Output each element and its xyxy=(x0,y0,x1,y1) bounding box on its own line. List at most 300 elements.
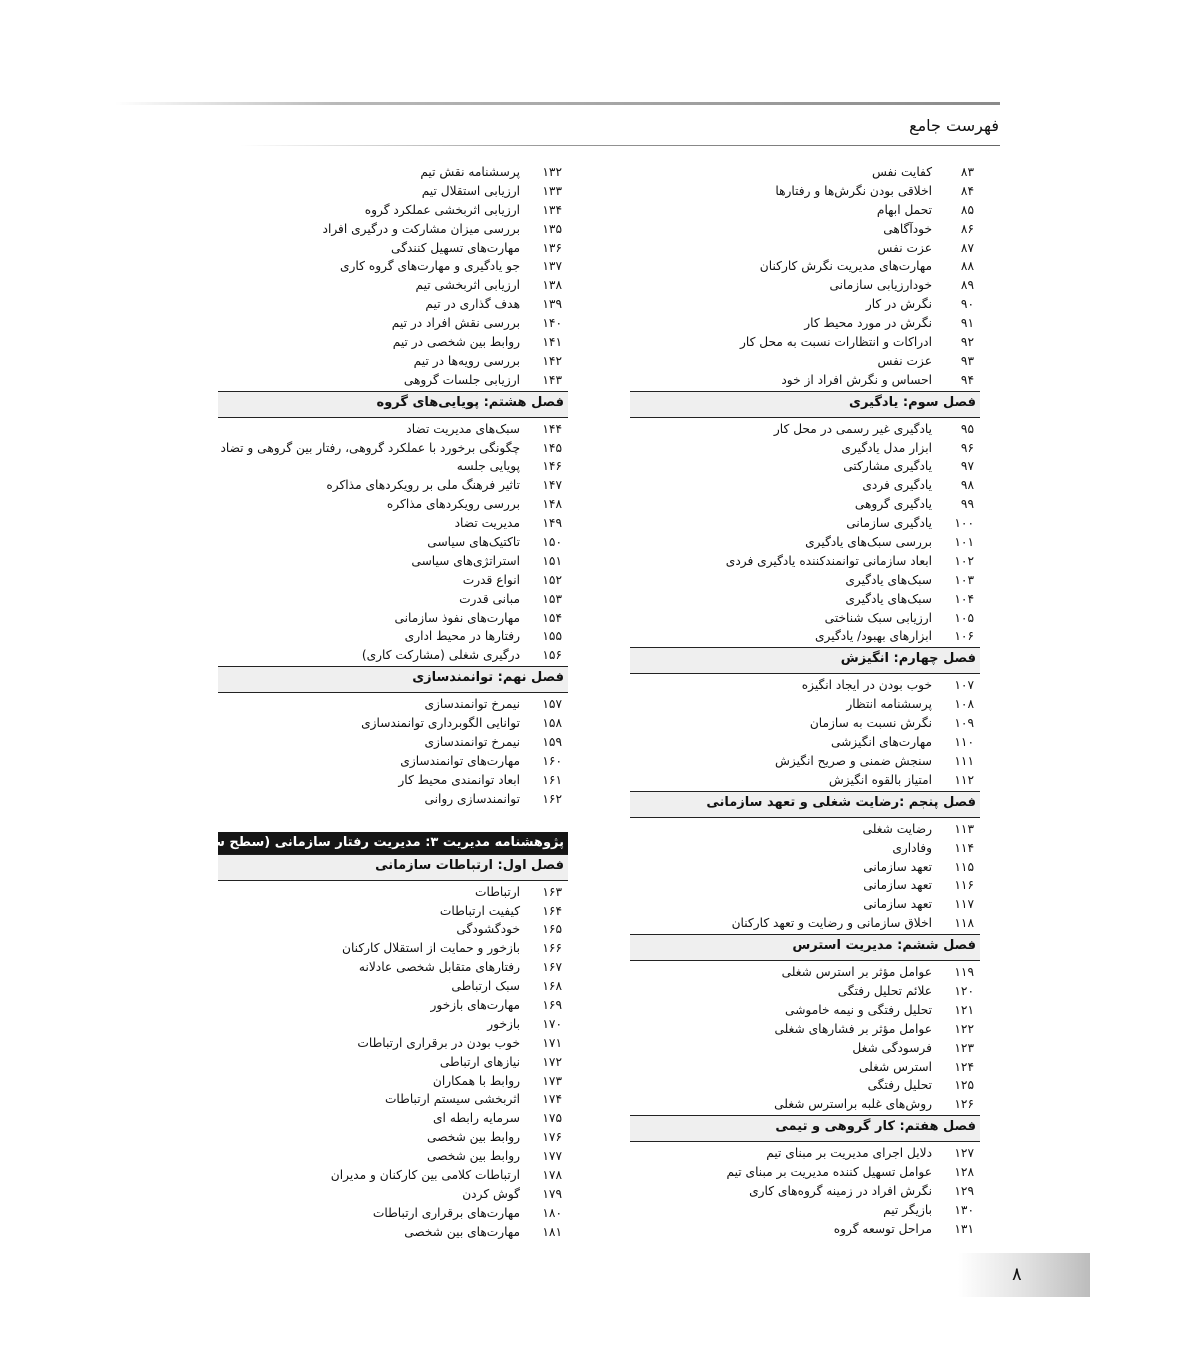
toc-entry-title: اخلاق سازمانی و رضایت و تعهد کارکنان xyxy=(731,916,932,931)
toc-entry xyxy=(630,420,980,439)
toc-entry xyxy=(630,352,980,371)
toc-entry-number: ۱۶۷ xyxy=(542,960,562,975)
toc-entry xyxy=(218,790,568,809)
toc-entry-number: ۱۱۲ xyxy=(954,772,974,787)
toc-entry-number: ۱۵۴ xyxy=(542,610,562,625)
toc-entry xyxy=(630,963,980,982)
toc-entry-title: فرسودگی شغل xyxy=(852,1040,932,1055)
toc-entry-title: رضایت شغلی xyxy=(862,821,932,836)
toc-entry-title: ابعاد سازمانی توانمندکننده یادگیری فردی xyxy=(725,553,932,568)
chapter-heading: فصل هفتم: کار گروهی و تیمی xyxy=(630,1115,980,1142)
toc-entry-number: ۱۳۵ xyxy=(542,221,562,236)
toc-entry-title: تعهد سازمانی xyxy=(863,878,932,893)
toc-entry xyxy=(218,752,568,771)
toc-entry-number: ۱۱۱ xyxy=(954,753,974,768)
toc-entry xyxy=(218,439,568,458)
toc-entry-title: ارتباطات کلامی بین کارکنان و مدیران xyxy=(330,1167,520,1182)
toc-entry xyxy=(218,571,568,590)
toc-entry xyxy=(630,571,980,590)
toc-entry-title: گوش کردن xyxy=(462,1186,520,1201)
page-number-tab xyxy=(958,1253,1090,1297)
toc-entry-number: ۱۵۱ xyxy=(542,553,562,568)
toc-entry xyxy=(218,1015,568,1034)
toc-entry xyxy=(630,752,980,771)
toc-entry-number: ۱۴۱ xyxy=(542,335,562,350)
toc-entry-number: ۱۶۴ xyxy=(542,903,562,918)
toc-entry xyxy=(218,996,568,1015)
toc-entry-number: ۱۴۴ xyxy=(542,421,562,436)
toc-entry xyxy=(630,695,980,714)
toc-entry-number: ۹۸ xyxy=(960,478,974,493)
toc-entry-number: ۱۳۸ xyxy=(542,278,562,293)
toc-entry xyxy=(218,977,568,996)
toc-entry xyxy=(218,695,568,714)
toc-entry xyxy=(218,590,568,609)
toc-entry-title: نگرش در مورد محیط کار xyxy=(804,316,932,331)
toc-entry xyxy=(218,314,568,333)
toc-entry-number: ۱۴۹ xyxy=(542,516,562,531)
toc-entry-number: ۱۱۳ xyxy=(954,821,974,836)
toc-entry-title: تحمل ابهام xyxy=(876,202,932,217)
toc-entry-title: مهارت‌های مدیریت نگرش کارکنان xyxy=(759,259,932,274)
toc-entry-number: ۱۱۰ xyxy=(954,735,974,750)
toc-entry-title: ابزارهای بهبود/ یادگیری xyxy=(815,629,932,644)
toc-entry xyxy=(218,182,568,201)
toc-entry xyxy=(218,1090,568,1109)
toc-entry-number: ۱۲۲ xyxy=(954,1021,974,1036)
toc-entry xyxy=(630,895,980,914)
toc-entry-number: ۱۵۲ xyxy=(542,572,562,587)
toc-entry-number: ۸۹ xyxy=(960,278,974,293)
chapter-heading: فصل پنجم :رضایت شغلی و تعهد سازمانی xyxy=(630,791,980,818)
toc-entry-number: ۱۵۹ xyxy=(542,735,562,750)
toc-entry-title: علائم تحلیل رفتگی xyxy=(837,983,932,998)
toc-entry-title: پرسشنامه انتظار xyxy=(846,697,932,712)
toc-entry-title: سبک‌های مدیریت تضاد xyxy=(406,421,520,436)
toc-entry-title: انواع قدرت xyxy=(462,572,520,587)
toc-entry xyxy=(218,733,568,752)
toc-entry-title: مبانی قدرت xyxy=(459,591,520,606)
toc-entry xyxy=(630,771,980,790)
toc-entry-number: ۱۴۵ xyxy=(542,440,562,455)
toc-entry-number: ۱۰۲ xyxy=(954,553,974,568)
toc-entry-number: ۸۳ xyxy=(960,165,974,179)
toc-entry-title: تحلیل رفتگی xyxy=(867,1078,932,1093)
toc-entry xyxy=(218,1166,568,1185)
toc-entry-number: ۱۷۳ xyxy=(542,1073,562,1088)
toc-entry-number: ۱۶۲ xyxy=(542,791,562,806)
toc-entry xyxy=(630,1001,980,1020)
toc-entry-title: سبک‌های یادگیری xyxy=(845,572,932,587)
toc-entry-number: ۱۲۷ xyxy=(954,1146,974,1161)
toc-entry-title: عزت نفس xyxy=(877,353,932,368)
toc-entry xyxy=(630,839,980,858)
page-title: فهرست جامع xyxy=(909,116,999,135)
toc-entry-title: سرمایه رابطه ای xyxy=(433,1111,520,1126)
toc-entry-number: ۱۲۰ xyxy=(954,983,974,998)
toc-entry-number: ۱۶۱ xyxy=(542,772,562,787)
toc-entry-title: عوامل مؤثر بر استرس شغلی xyxy=(781,965,932,980)
chapter-heading: فصل سوم: یادگیری xyxy=(630,391,980,418)
toc-entry xyxy=(630,1020,980,1039)
toc-entry-title: مراحل توسعه گروه xyxy=(833,1221,932,1236)
toc-entry-number: ۱۷۶ xyxy=(542,1130,562,1145)
toc-entry xyxy=(630,1076,980,1095)
toc-entry-number: ۱۵۰ xyxy=(542,535,562,550)
toc-entry-title: سنجش ضمنی و صریح انگیزش xyxy=(774,753,932,768)
toc-entry-title: بازیگر تیم xyxy=(883,1202,932,1217)
toc-entry-title: عوامل مؤثر بر فشارهای شغلی xyxy=(774,1021,932,1036)
toc-entry xyxy=(630,239,980,258)
toc-entry-title: نیازهای ارتباطی xyxy=(439,1054,520,1069)
toc-entry-title: خوب بودن در ایجاد انگیزه xyxy=(801,678,932,693)
toc-entry xyxy=(630,714,980,733)
toc-entry xyxy=(218,201,568,220)
toc-entry-number: ۱۶۶ xyxy=(542,941,562,956)
toc-entry xyxy=(630,163,980,182)
toc-entry-title: نیمرخ توانمندسازی xyxy=(424,735,520,750)
toc-entry-title: درگیری شغلی (مشارکت کاری) xyxy=(361,648,520,663)
toc-entry-number: ۱۰۶ xyxy=(954,629,974,644)
toc-entry-number: ۱۳۴ xyxy=(542,202,562,217)
toc-entry xyxy=(630,495,980,514)
toc-entry-title: یادگیری غیر رسمی در محل کار xyxy=(773,421,932,436)
toc-entry-title: نگرش در کار xyxy=(865,297,932,312)
toc-entry-number: ۱۴۳ xyxy=(542,372,562,387)
chapter-heading: فصل ششم: مدیریت استرس xyxy=(630,934,980,961)
toc-entry-title: کفایت نفس xyxy=(871,165,932,179)
toc-entry-number: ۱۲۳ xyxy=(954,1040,974,1055)
toc-entry-title: روش‌های غلبه براسترس شغلی xyxy=(774,1097,932,1112)
toc-entry-number: ۹۷ xyxy=(960,459,974,474)
toc-entry-number: ۱۱۶ xyxy=(954,878,974,893)
page-number: ۸ xyxy=(1012,1264,1022,1285)
toc-entry-number: ۱۲۹ xyxy=(954,1183,974,1198)
toc-entry-number: ۱۰۱ xyxy=(954,535,974,550)
toc-entry-title: رفتارها در محیط اداری xyxy=(404,629,520,644)
toc-entry-title: خوب بودن در برقراری ارتباطات xyxy=(357,1035,520,1050)
toc-entry-number: ۱۲۵ xyxy=(954,1078,974,1093)
toc-entry-title: مهارت‌های انگیزشی xyxy=(830,735,932,750)
toc-entry xyxy=(630,1058,980,1077)
chapter-heading: فصل نهم: توانمندسازی xyxy=(218,666,568,693)
toc-entry-number: ۸۵ xyxy=(960,202,974,217)
toc-entry xyxy=(218,371,568,390)
toc-entry-number: ۱۱۴ xyxy=(954,840,974,855)
toc-entry-number: ۸۷ xyxy=(960,240,974,255)
toc-entry-title: مهارت‌های برقراری ارتباطات xyxy=(372,1205,520,1220)
toc-entry xyxy=(630,333,980,352)
toc-entry-number: ۹۳ xyxy=(960,353,974,368)
toc-entry-number: ۱۶۰ xyxy=(542,753,562,768)
toc-entry xyxy=(218,420,568,439)
toc-entry-number: ۱۳۰ xyxy=(954,1202,974,1217)
toc-entry-number: ۱۲۸ xyxy=(954,1165,974,1180)
toc-entry-number: ۱۴۲ xyxy=(542,353,562,368)
toc-entry-title: تاثیر فرهنگ ملی بر رویکردهای مذاکره xyxy=(326,478,520,493)
toc-entry xyxy=(630,1039,980,1058)
toc-entry-title: نیمرخ توانمندسازی xyxy=(424,697,520,712)
toc-entry-title: ارزیابی سبک شناختی xyxy=(824,610,932,625)
toc-entry xyxy=(630,609,980,628)
toc-entry-number: ۸۴ xyxy=(960,183,974,198)
toc-entry-title: مهارت‌های توانمندسازی xyxy=(400,753,520,768)
toc-entry xyxy=(218,1072,568,1091)
toc-entry-title: استرس شغلی xyxy=(858,1059,932,1074)
toc-entry-title: خودآگاهی xyxy=(883,221,932,236)
toc-entry-title: بررسی سبک‌های یادگیری xyxy=(805,535,932,550)
toc-entry-title: یادگیری مشارکتی xyxy=(843,459,932,474)
toc-entry-title: رفتارهای متقابل شخصی عادلانه xyxy=(358,960,520,975)
toc-entry xyxy=(218,1185,568,1204)
toc-entry-number: ۹۱ xyxy=(960,316,974,331)
toc-entry-title: امتیاز بالقوه انگیزش xyxy=(828,772,932,787)
toc-entry-title: روابط بین شخصی xyxy=(426,1149,520,1164)
toc-entry xyxy=(630,457,980,476)
toc-entry xyxy=(630,220,980,239)
toc-entry-number: ۱۲۱ xyxy=(954,1002,974,1017)
toc-entry-number: ۱۱۹ xyxy=(954,965,974,980)
toc-entry-title: یادگیری فردی xyxy=(862,478,932,493)
toc-entry-number: ۹۵ xyxy=(960,421,974,436)
toc-entry-number: ۱۷۱ xyxy=(542,1035,562,1050)
toc-entry-title: مدیریت تضاد xyxy=(454,516,520,531)
toc-entry-number: ۱۷۹ xyxy=(542,1186,562,1201)
toc-entry xyxy=(218,771,568,790)
toc-entry-title: عوامل تسهیل کننده مدیریت بر مبنای تیم xyxy=(726,1165,932,1180)
toc-entry-number: ۱۰۴ xyxy=(954,591,974,606)
toc-entry-title: پرسشنامه نقش تیم xyxy=(420,165,520,179)
toc-entry-number: ۱۷۵ xyxy=(542,1111,562,1126)
toc-entry xyxy=(218,902,568,921)
toc-entry-number: ۱۲۶ xyxy=(954,1097,974,1112)
toc-entry xyxy=(218,457,568,476)
toc-entry-number: ۱۵۶ xyxy=(542,648,562,663)
toc-entry xyxy=(630,182,980,201)
toc-entry xyxy=(218,476,568,495)
toc-entry xyxy=(218,352,568,371)
toc-entry xyxy=(630,476,980,495)
toc-entry xyxy=(630,590,980,609)
toc-entry xyxy=(630,914,980,933)
toc-entry-title: احساس و نگرش افراد از خود xyxy=(781,372,932,387)
toc-entry xyxy=(630,820,980,839)
toc-entry-title: تعهد سازمانی xyxy=(863,859,932,874)
toc-entry-title: ابزار مدل یادگیری xyxy=(841,440,932,455)
toc-entry-number: ۱۰۷ xyxy=(954,678,974,693)
toc-entry-title: توانایی الگوبرداری توانمندسازی xyxy=(361,716,520,731)
toc-entry xyxy=(218,295,568,314)
toc-entry-number: ۱۸۱ xyxy=(542,1224,562,1239)
toc-entry xyxy=(630,982,980,1001)
top-rule xyxy=(115,102,1000,105)
toc-entry xyxy=(218,1204,568,1223)
toc-entry-title: دلایل اجرای مدیریت بر مبنای تیم xyxy=(766,1146,932,1161)
toc-entry-title: روابط بین شخصی xyxy=(426,1130,520,1145)
toc-entry xyxy=(630,676,980,695)
toc-entry-title: بررسی رویکردهای مذاکره xyxy=(386,497,520,512)
toc-entry-number: ۱۲۴ xyxy=(954,1059,974,1074)
toc-entry-title: اخلاقی بودن نگرش‌ها و رفتارها xyxy=(775,183,932,198)
chapter-heading: فصل چهارم: انگیزش xyxy=(630,647,980,674)
toc-entry xyxy=(630,627,980,646)
toc-entry-number: ۱۵۸ xyxy=(542,716,562,731)
toc-entry-title: روابط با همکاران xyxy=(432,1073,520,1088)
toc-entry-number: ۱۰۸ xyxy=(954,697,974,712)
toc-entry-title: سبک ارتباطی xyxy=(451,979,520,994)
toc-entry-title: تعهد سازمانی xyxy=(863,897,932,912)
toc-entry-title: بررسی نقش افراد در تیم xyxy=(391,316,520,331)
toc-entry xyxy=(630,1220,980,1239)
toc-entry-number: ۱۴۰ xyxy=(542,316,562,331)
toc-column-right xyxy=(630,163,980,1239)
toc-entry-title: بازخور xyxy=(487,1016,520,1031)
toc-entry-title: چگونگی برخورد با عملکرد گروهی، رفتار بین گروهی و تضاد xyxy=(220,440,520,455)
toc-entry-title: ارزیابی جلسات گروهی xyxy=(403,372,520,387)
toc-entry xyxy=(630,1095,980,1114)
toc-entry xyxy=(630,1182,980,1201)
toc-entry xyxy=(218,939,568,958)
toc-entry xyxy=(630,276,980,295)
toc-entry-title: بررسی میزان مشارکت و درگیری افراد xyxy=(322,221,520,236)
toc-entry-number: ۸۸ xyxy=(960,259,974,274)
toc-entry-title: مهارت‌های بازخور xyxy=(430,997,520,1012)
toc-entry-number: ۱۵۳ xyxy=(542,591,562,606)
toc-entry-number: ۱۴۷ xyxy=(542,478,562,493)
toc-entry-number: ۱۷۴ xyxy=(542,1092,562,1107)
toc-entry-title: مهارت‌های نفوذ سازمانی xyxy=(394,610,520,625)
toc-entry-title: نگرش افراد در زمینه گروه‌های کاری xyxy=(749,1183,932,1198)
toc-entry-number: ۱۶۵ xyxy=(542,922,562,937)
toc-entry-title: مهارت‌های بین شخصی xyxy=(404,1224,520,1239)
toc-entry-number: ۱۳۷ xyxy=(542,259,562,274)
toc-entry xyxy=(218,220,568,239)
toc-entry-number: ۹۰ xyxy=(960,297,974,312)
toc-entry-number: ۱۶۳ xyxy=(542,884,562,899)
toc-entry-title: ارزیابی استقلال تیم xyxy=(421,183,520,198)
toc-entry-title: ادراکات و انتظارات نسبت به محل کار xyxy=(740,335,932,350)
toc-entry-number: ۱۷۲ xyxy=(542,1054,562,1069)
toc-entry xyxy=(218,958,568,977)
chapter-heading: فصل هشتم: پویایی‌های گروه xyxy=(218,391,568,418)
toc-entry-number: ۱۳۲ xyxy=(542,165,562,179)
toc-entry-title: بازخور و حمایت از استقلال کارکنان xyxy=(342,941,520,956)
toc-entry-title: اثربخشی سیستم ارتباطات xyxy=(384,1092,520,1107)
toc-entry-title: یادگیری گروهی xyxy=(854,497,932,512)
toc-entry-title: عزت نفس xyxy=(877,240,932,255)
toc-entry-number: ۱۴۶ xyxy=(542,459,562,474)
toc-entry xyxy=(218,1128,568,1147)
toc-entry-title: پویایی جلسه xyxy=(456,459,520,474)
toc-entry-number: ۱۵۷ xyxy=(542,697,562,712)
toc-entry xyxy=(218,646,568,665)
toc-entry-title: بررسی رویه‌ها در تیم xyxy=(413,353,520,368)
toc-entry xyxy=(218,883,568,902)
toc-entry xyxy=(218,609,568,628)
book-heading: پژوهشنامه مدیریت ۳: مدیریت رفتار سازمانی (سطح سازمانی) xyxy=(218,832,568,854)
toc-entry xyxy=(630,514,980,533)
toc-entry-number: ۱۱۵ xyxy=(954,859,974,874)
toc-entry xyxy=(218,1223,568,1242)
toc-entry xyxy=(218,627,568,646)
toc-entry xyxy=(218,1147,568,1166)
toc-entry-number: ۹۲ xyxy=(960,335,974,350)
toc-entry-title: ارزیابی اثربخشی عملکرد گروه xyxy=(364,202,520,217)
toc-entry xyxy=(630,439,980,458)
toc-entry-number: ۱۳۳ xyxy=(542,183,562,198)
toc-entry-number: ۱۴۸ xyxy=(542,497,562,512)
toc-entry xyxy=(218,257,568,276)
toc-entry xyxy=(218,1053,568,1072)
toc-entry-title: روابط بین شخصی در تیم xyxy=(392,335,520,350)
toc-entry-number: ۹۴ xyxy=(960,372,974,387)
toc-entry xyxy=(218,552,568,571)
toc-entry xyxy=(218,1034,568,1053)
toc-entry-number: ۱۰۳ xyxy=(954,572,974,587)
toc-entry-number: ۱۰۵ xyxy=(954,610,974,625)
toc-entry xyxy=(630,1201,980,1220)
toc-entry-title: توانمندسازی روانی xyxy=(424,791,520,806)
toc-entry-title: تاکتیک‌های سیاسی xyxy=(427,535,520,550)
toc-entry xyxy=(630,371,980,390)
toc-entry-title: نگرش نسبت به سازمان xyxy=(809,716,932,731)
toc-entry-title: خودگشودگی xyxy=(456,922,520,937)
toc-entry xyxy=(630,1163,980,1182)
toc-entry-number: ۱۱۷ xyxy=(954,897,974,912)
toc-entry-title: خودارزیابی سازمانی xyxy=(829,278,932,293)
toc-entry-title: جو یادگیری و مهارت‌های گروه کاری xyxy=(340,259,520,274)
toc-entry xyxy=(630,1144,980,1163)
toc-entry-number: ۱۶۸ xyxy=(542,979,562,994)
toc-entry-title: تحلیل رفتگی و نیمه خاموشی xyxy=(785,1002,932,1017)
toc-entry-title: ارتباطات xyxy=(475,884,520,899)
toc-entry xyxy=(218,1109,568,1128)
toc-entry-title: وفاداری xyxy=(892,840,932,855)
toc-entry xyxy=(218,276,568,295)
toc-entry-number: ۱۷۸ xyxy=(542,1167,562,1182)
toc-entry-number: ۱۳۶ xyxy=(542,240,562,255)
toc-entry-number: ۱۳۹ xyxy=(542,297,562,312)
toc-entry-title: ارزیابی اثربخشی تیم xyxy=(415,278,520,293)
toc-entry xyxy=(630,552,980,571)
toc-entry-title: استراتژی‌های سیاسی xyxy=(411,553,520,568)
toc-entry xyxy=(218,533,568,552)
toc-entry xyxy=(218,163,568,182)
toc-entry-number: ۸۶ xyxy=(960,221,974,236)
toc-entry-title: سبک‌های یادگیری xyxy=(845,591,932,606)
toc-entry-number: ۱۱۸ xyxy=(954,916,974,931)
toc-entry-number: ۱۳۱ xyxy=(954,1221,974,1236)
toc-entry xyxy=(630,533,980,552)
toc-entry xyxy=(630,858,980,877)
toc-entry-number: ۱۷۰ xyxy=(542,1016,562,1031)
toc-entry xyxy=(218,495,568,514)
toc-entry-title: یادگیری سازمانی xyxy=(846,516,932,531)
toc-entry-number: ۱۸۰ xyxy=(542,1205,562,1220)
toc-entry-number: ۹۶ xyxy=(960,440,974,455)
toc-entry xyxy=(218,239,568,258)
toc-entry-number: ۹۹ xyxy=(960,497,974,512)
toc-entry xyxy=(218,714,568,733)
toc-entry-number: ۱۵۵ xyxy=(542,629,562,644)
toc-entry-number: ۱۰۹ xyxy=(954,716,974,731)
toc-entry xyxy=(630,201,980,220)
toc-entry xyxy=(630,876,980,895)
toc-entry-title: مهارت‌های تسهیل کنندگی xyxy=(391,240,520,255)
toc-entry xyxy=(218,333,568,352)
toc-entry-number: ۱۰۰ xyxy=(954,516,974,531)
toc-entry xyxy=(630,257,980,276)
